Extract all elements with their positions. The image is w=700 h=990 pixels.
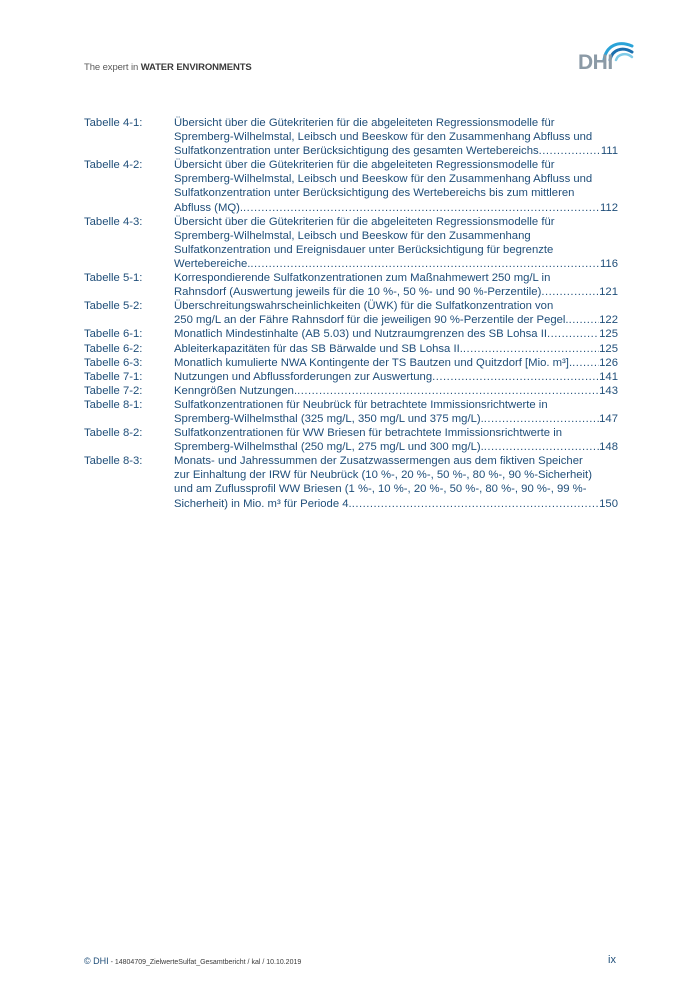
toc-entry-title-line: Abfluss (MQ). [174, 201, 244, 214]
dot-leader [547, 327, 599, 341]
toc-entry[interactable] [84, 398, 618, 426]
toc-entry-page: 125 [599, 342, 618, 355]
toc-entry-title-line: Rahnsdorf (Auswertung jeweils für die 10 %-, 50 %- und 90 %-Perzentile) [174, 286, 542, 299]
toc-entry-title-line: Monatlich kumulierte NWA Kontingente der TS Bautzen und Quitzdorf [Mio. m³]. [174, 356, 573, 369]
toc-entry-title [174, 426, 618, 454]
toc-entry-page: 143 [599, 384, 618, 397]
toc-entry-label: Tabelle 5-1: [84, 272, 143, 285]
toc-entry-title [174, 299, 618, 327]
dot-leader [250, 257, 600, 271]
toc-entry-page: 122 [599, 314, 618, 327]
toc-entry-title-line: Sulfatkonzentration unter Berücksichtigung des Wertebereichs bis zum mittleren [174, 187, 575, 200]
toc-entry-page: 147 [599, 412, 618, 425]
toc-entry-label: Tabelle 4-3: [84, 215, 143, 228]
footer-reference [84, 956, 301, 966]
toc-entry-title-line: Spremberg-Wilhelmstal, Leibsch und Beeskow für den Zusammenhang Abfluss und [174, 173, 593, 186]
toc-entry-title [174, 370, 618, 384]
toc-entry-title-line: Monatlich Mindestinhalte (AB 5.03) und Nutzraumgrenzen des SB Lohsa II [174, 328, 548, 341]
toc-entry-title-line: Spremberg-Wilhelmstal, Leibsch und Beeskow für den Zusammenhang Abfluss und [174, 131, 593, 144]
toc-entry-title-line: Sulfatkonzentration und Ereignisdauer unter Berücksichtigung für begrenzte [174, 243, 554, 256]
toc-entry[interactable] [84, 384, 618, 398]
toc-entry-title [174, 398, 618, 426]
toc-entry[interactable] [84, 454, 618, 510]
toc-entry-label: Tabelle 6-3: [84, 356, 143, 369]
toc-entry-title-line: Kenngrößen Nutzungen. [174, 384, 298, 397]
toc-entry-title-line: Spremberg-Wilhelmstal, Leibsch und Beeskow für den Zusammenhang [174, 229, 531, 242]
toc-entry-label: Tabelle 5-2: [84, 300, 143, 313]
toc-entry-page: 150 [599, 497, 618, 510]
toc-entry-title-line: Spremberg-Wilhelmsthal (325 mg/L, 350 mg/L und 375 mg/L). [174, 412, 484, 425]
toc-entry[interactable] [84, 327, 618, 341]
toc-entry-title [174, 327, 618, 341]
toc-entry-label: Tabelle 4-2: [84, 159, 143, 172]
footer-copyright: © DHI [84, 956, 109, 966]
dhi-logo [578, 36, 634, 76]
toc-entry[interactable] [84, 342, 618, 356]
toc-entry-title-line: Übersicht über die Gütekriterien für die abgeleiteten Regressionsmodelle für [174, 215, 555, 228]
dot-leader [297, 384, 599, 398]
footer-doc-ref: - 14804709_ZielwerteSulfat_Gesamtbericht / kal / 10.10.2019 [108, 959, 302, 966]
toc-entry-label: Tabelle 8-2: [84, 427, 143, 440]
toc-entry-title [174, 384, 618, 398]
dot-leader [569, 313, 600, 327]
toc-entry-title-line: Sulfatkonzentration unter Berücksichtigung des gesamten Wertebereichs [174, 145, 539, 158]
tagline-prefix: The expert in [84, 62, 141, 73]
toc-entry-title [174, 215, 618, 271]
toc-entry-title [174, 342, 618, 356]
toc-entry-title [174, 454, 618, 510]
dot-leader [572, 356, 599, 370]
toc-entry[interactable] [84, 426, 618, 454]
toc-entry-page: 116 [599, 257, 618, 270]
toc-entry-title-line: Übersicht über die Gütekriterien für die abgeleiteten Regressionsmodelle für [174, 159, 555, 172]
toc-entry-title-line: zur Einhaltung der IRW für Neubrück (10 %-, 20 %-, 50 %-, 80 %-, 90 %-Sicherheit) [174, 469, 592, 482]
dot-leader [463, 342, 599, 356]
toc-entry-title-line: Nutzungen und Abflussforderungen zur Auswertung [174, 370, 433, 383]
header-tagline [84, 62, 252, 73]
dot-leader [484, 440, 599, 454]
dot-leader [484, 412, 599, 426]
toc-entry-page: 112 [599, 201, 618, 214]
toc-entry-label: Tabelle 8-3: [84, 455, 143, 468]
toc-entry-title [174, 356, 618, 370]
toc-entry[interactable] [84, 370, 618, 384]
toc-entry-title-line: Übersicht über die Gütekriterien für die abgeleiteten Regressionsmodelle für [174, 117, 555, 129]
dot-leader [541, 285, 599, 299]
toc-entry-title-line: Sulfatkonzentrationen für WW Briesen für betrachtete Immissionsrichtwerte in [174, 427, 563, 440]
toc-entry-label: Tabelle 7-1: [84, 370, 143, 383]
toc-entry-title-line: und am Zuflussprofil WW Briesen (1 %-, 10 %-, 20 %-, 50 %-, 80 %-, 90 %-, 99 %- [174, 483, 587, 496]
toc-entry[interactable] [84, 356, 618, 370]
toc-entry-title-line: Spremberg-Wilhelmsthal (250 mg/L, 275 mg/L und 300 mg/L). [174, 441, 484, 454]
logo-text: DHI [578, 51, 613, 74]
tagline-bold: WATER ENVIRONMENTS [140, 62, 252, 73]
toc-entry-label: Tabelle 8-1: [84, 398, 143, 411]
toc-entry-label: Tabelle 4-1: [84, 117, 143, 129]
toc-entry-label: Tabelle 6-2: [84, 342, 143, 355]
toc-entry-title-line: Ableiterkapazitäten für das SB Bärwalde und SB Lohsa II. [174, 342, 463, 355]
toc-entry[interactable] [84, 116, 618, 158]
toc-entry-page: 121 [599, 286, 618, 299]
toc-entry-title-line: Monats- und Jahressummen der Zusatzwassermengen aus dem fiktiven Speicher [174, 455, 583, 468]
dot-leader [539, 144, 601, 158]
toc-entry-page: 148 [599, 441, 618, 454]
toc-entry-title [174, 116, 618, 158]
toc-entry-page: 141 [599, 370, 618, 383]
toc-entry-title-line: Korrespondierende Sulfatkonzentrationen zum Maßnahmewert 250 mg/L in [174, 272, 551, 285]
toc-entry[interactable] [84, 271, 618, 299]
toc-entry-page: 111 [600, 145, 618, 158]
dot-leader [243, 201, 600, 215]
toc-entry-title [174, 158, 618, 214]
toc-entry-title [174, 271, 618, 299]
dot-leader [352, 497, 599, 511]
toc-entry-page: 125 [599, 328, 618, 341]
toc-entry-title-line: Überschreitungswahrscheinlichkeiten (ÜWK) für die Sulfatkonzentration von [174, 300, 554, 313]
footer-page-number: ix [608, 954, 616, 966]
table-list [84, 116, 618, 511]
toc-entry-title-line: Sulfatkonzentrationen für Neubrück für betrachtete Immissionsrichtwerte in [174, 398, 548, 411]
dot-leader [432, 370, 599, 384]
toc-entry-label: Tabelle 7-2: [84, 384, 143, 397]
toc-entry[interactable] [84, 215, 618, 271]
toc-entry[interactable] [84, 299, 618, 327]
toc-entry-title-line: 250 mg/L an der Fähre Rahnsdorf für die jeweiligen 90 %-Perzentile der Pegel. [174, 314, 569, 327]
toc-entry-title-line: Sicherheit) in Mio. m³ für Periode 4. [174, 497, 352, 510]
toc-entry-label: Tabelle 6-1: [84, 328, 143, 341]
toc-entry-page: 126 [599, 356, 618, 369]
toc-entry-title-line: Wertebereiche. [174, 257, 251, 270]
toc-entry[interactable] [84, 158, 618, 214]
